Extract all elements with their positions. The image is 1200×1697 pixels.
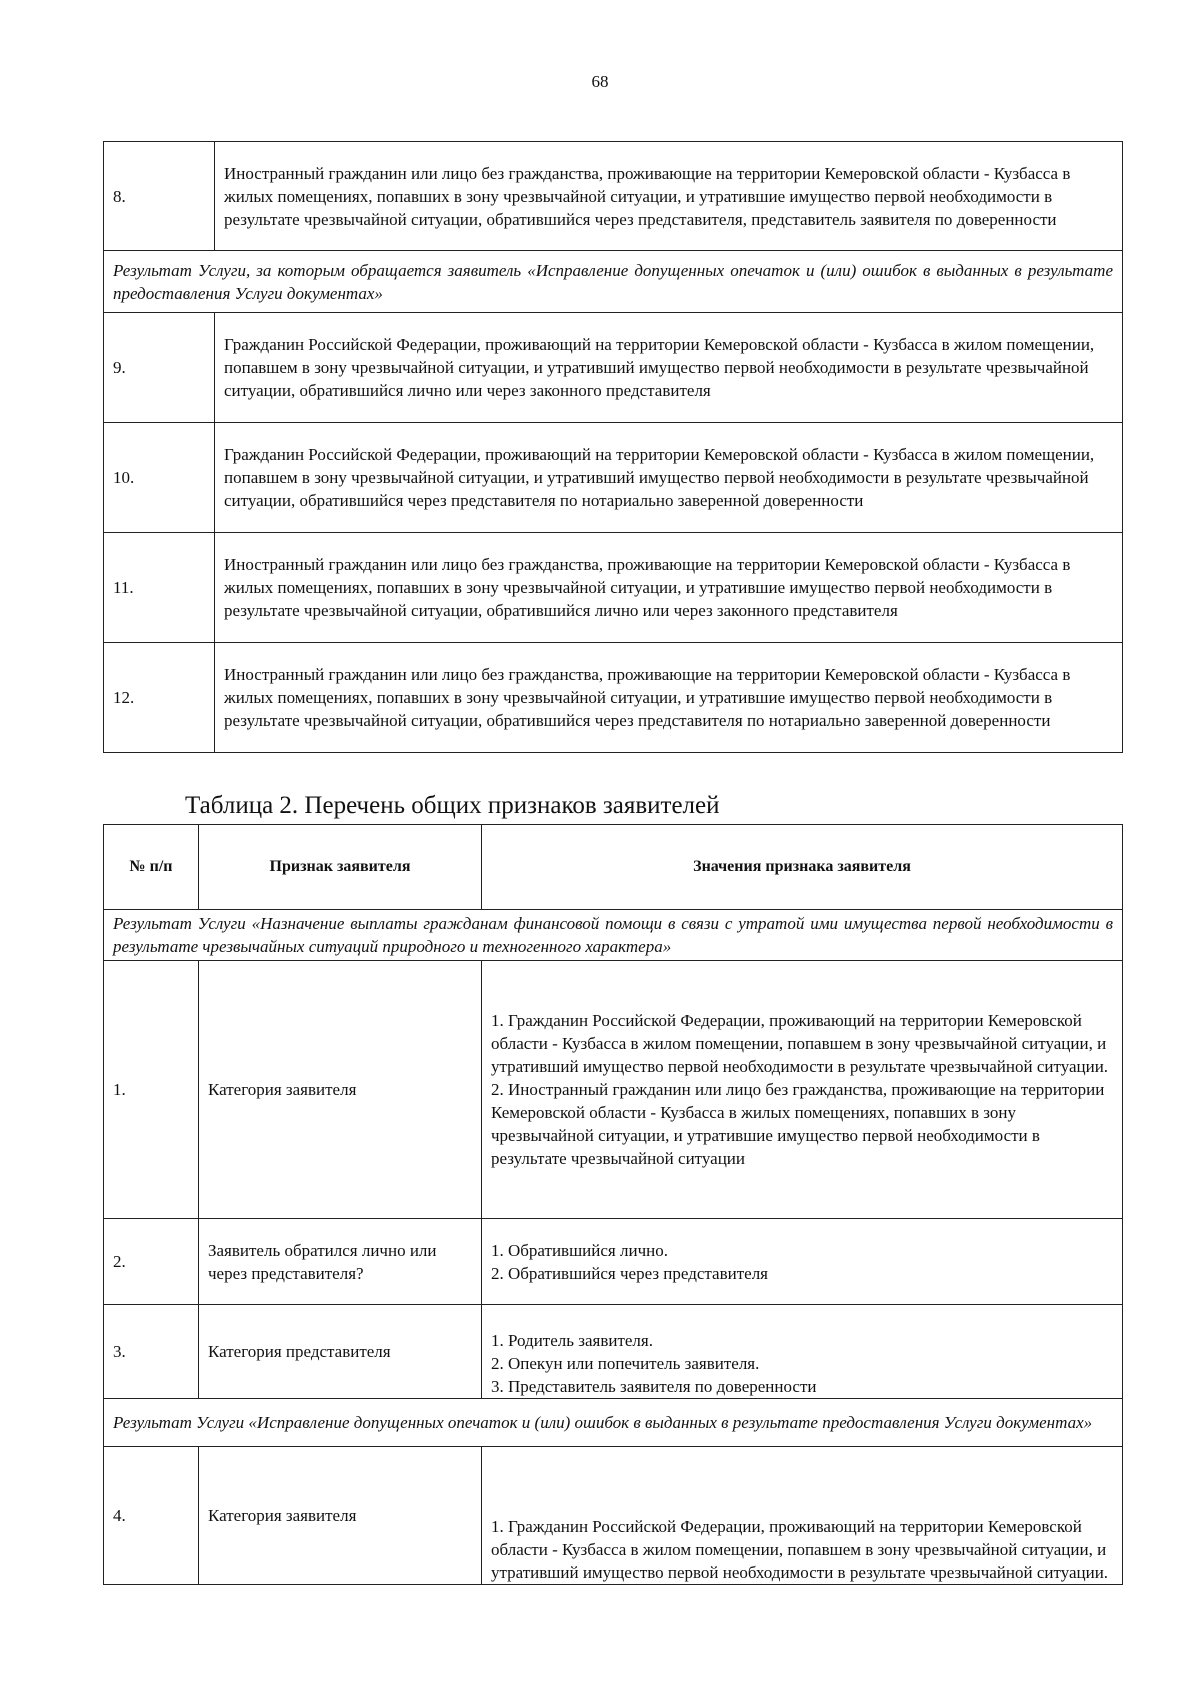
table-row: [104, 643, 1123, 753]
section-heading: Результат Услуги, за которым обращается заявитель «Исправление допущенных опечаток и (или) ошибок в выданных в результате предоставления Услуги документах»: [104, 251, 1123, 313]
table-row: [104, 142, 1123, 251]
applicants-table-continued: [103, 141, 1123, 753]
row-number: 12.: [104, 643, 215, 753]
row-attribute: Заявитель обратился лично или через представителя?: [199, 1219, 482, 1305]
column-header-attribute: Признак заявителя: [199, 825, 482, 910]
value-item: 1. Гражданин Российской Федерации, проживающий на территории Кемеровской области - Кузбасса в жилом помещении, попавшем в зону чрезвычайной ситуации, и утративший имущество первой необходимости в результате чрезвычайной ситуации.: [491, 1011, 1109, 1076]
column-header-number: № п/п: [104, 825, 199, 910]
section-row: [104, 251, 1123, 313]
row-text: Гражданин Российской Федерации, проживающий на территории Кемеровской области - Кузбасса в жилом помещении, попавшем в зону чрезвычайной ситуации, и утративший имущество первой необходимости в результате чрезвычайной ситуации, обратившийся лично или через законного представителя: [215, 313, 1123, 423]
table-row: [104, 961, 1123, 1219]
section-row: [104, 910, 1123, 961]
row-text: Гражданин Российской Федерации, проживающий на территории Кемеровской области - Кузбасса в жилом помещении, попавшем в зону чрезвычайной ситуации, и утративший имущество первой необходимости в результате чрезвычайной ситуации, обратившийся через представителя по нотариально заверенной доверенности: [215, 423, 1123, 533]
row-number: 3.: [104, 1305, 199, 1399]
section-row: [104, 1399, 1123, 1447]
value-item: 3. Представитель заявителя по доверенности: [491, 1377, 817, 1396]
table-row: [104, 1305, 1123, 1399]
table-row: [104, 423, 1123, 533]
section-heading: Результат Услуги «Исправление допущенных опечаток и (или) ошибок в выданных в результате предоставления Услуги документах»: [104, 1399, 1123, 1447]
table-row: [104, 533, 1123, 643]
value-item: 2. Иностранный гражданин или лицо без гражданства, проживающие на территории Кемеровской области - Кузбасса в жилых помещениях, попавших в зону чрезвычайной ситуации, и утратившие имущество первой необходимости в результате чрезвычайной ситуации: [491, 1080, 1105, 1168]
row-text: Иностранный гражданин или лицо без гражданства, проживающие на территории Кемеровской области - Кузбасса в жилых помещениях, попавших в зону чрезвычайной ситуации, и утратившие имущество первой необходимости в результате чрезвычайной ситуации, обратившийся через представителя по нотариально заверенной доверенности: [215, 643, 1123, 753]
row-number: 1.: [104, 961, 199, 1219]
row-values: [482, 1305, 1123, 1399]
column-header-values: Значения признака заявителя: [482, 825, 1123, 910]
value-item: 1. Гражданин Российской Федерации, проживающий на территории Кемеровской области - Кузбасса в жилом помещении, попавшем в зону чрезвычайной ситуации, и утративший имущество первой необходимости в результате чрезвычайной ситуации.: [491, 1517, 1109, 1582]
row-number: 9.: [104, 313, 215, 423]
row-values: [482, 1447, 1123, 1585]
value-item: 2. Обратившийся через представителя: [491, 1263, 768, 1283]
row-attribute: Категория представителя: [199, 1305, 482, 1399]
table-row: [104, 313, 1123, 423]
row-text: Иностранный гражданин или лицо без гражданства, проживающие на территории Кемеровской области - Кузбасса в жилых помещениях, попавших в зону чрезвычайной ситуации, и утратившие имущество первой необходимости в результате чрезвычайной ситуации, обратившийся лично или через законного представителя: [215, 533, 1123, 643]
row-values: [482, 1219, 1123, 1305]
row-number: 4.: [104, 1447, 199, 1585]
row-number: 10.: [104, 423, 215, 533]
row-attribute: Категория заявителя: [199, 961, 482, 1219]
table2-title: Таблица 2. Перечень общих признаков заявителей: [185, 792, 720, 819]
value-item: 1. Обратившийся лично.: [491, 1240, 668, 1260]
row-number: 11.: [104, 533, 215, 643]
row-text: Иностранный гражданин или лицо без гражданства, проживающие на территории Кемеровской области - Кузбасса в жилых помещениях, попавших в зону чрезвычайной ситуации, и утратившие имущество первой необходимости в результате чрезвычайной ситуации, обратившийся через представителя, представитель заявителя по доверенности: [215, 142, 1123, 251]
page-number: 68: [591, 72, 609, 91]
row-attribute: Категория заявителя: [199, 1447, 482, 1585]
applicant-attributes-table: [103, 824, 1123, 1585]
row-number: 2.: [104, 1219, 199, 1305]
table-row: [104, 1447, 1123, 1585]
value-item: 2. Опекун или попечитель заявителя.: [491, 1354, 760, 1373]
table-row: [104, 1219, 1123, 1305]
row-number: 8.: [104, 142, 215, 251]
row-values: [482, 961, 1123, 1219]
section-heading: Результат Услуги «Назначение выплаты гражданам финансовой помощи в связи с утратой ими имущества первой необходимости в результате чрезвычайных ситуаций природного и техногенного характера»: [104, 910, 1123, 961]
value-item: 1. Родитель заявителя.: [491, 1331, 653, 1350]
table-header-row: [104, 825, 1123, 910]
